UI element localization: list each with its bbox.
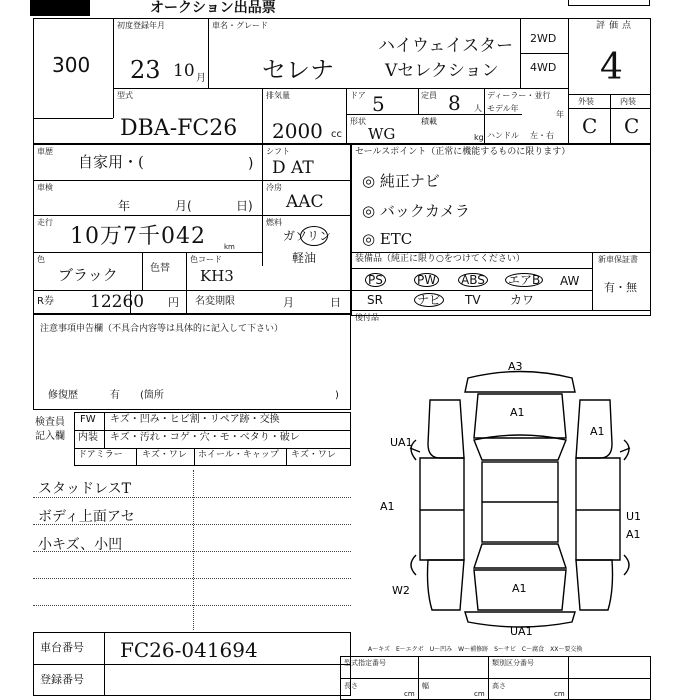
color-change-label: 色替 <box>150 263 170 274</box>
equip-aw: AW <box>560 274 580 288</box>
dims-height: 高さ <box>492 682 506 690</box>
fuel-label: 燃料 <box>266 218 282 227</box>
displacement-unit: cc <box>331 129 342 140</box>
body-value: WG <box>368 125 396 143</box>
first-reg-year: 23 <box>130 56 161 84</box>
expiry-day: 日 <box>330 296 341 309</box>
recycle-label: R券 <box>37 296 54 307</box>
displacement-value: 2000 <box>272 119 323 143</box>
remark-3: 小キズ、小凹 <box>38 537 123 553</box>
load-unit: kg <box>474 133 484 142</box>
inspector-label-2: 記入欄 <box>35 431 65 442</box>
handle-options: 左・右 <box>530 131 554 140</box>
color-label: 色 <box>37 255 45 264</box>
mark-a1-right-top: A1 <box>590 425 605 438</box>
dims-length: 長さ <box>344 682 358 690</box>
car-name-label: 車名・グレード <box>212 21 268 30</box>
doors-value: 5 <box>372 92 385 116</box>
usage-label: 車歴 <box>37 147 53 156</box>
score-exterior-value: C <box>582 114 598 138</box>
chassis-value: FC26-041694 <box>120 638 258 662</box>
capacity-label: 定員 <box>421 91 437 100</box>
inspector-wheel: ホイール・キャップ <box>198 450 279 460</box>
mileage-label: 走行 <box>37 218 53 227</box>
repair-value: 有 <box>110 390 120 401</box>
damage-legend: A〜キズ E〜エクボ U〜凹み W〜補修跡 S〜サビ C〜腐食 XX〜要交換 <box>368 646 583 653</box>
car-grade-line2: Vセレクション <box>385 61 499 81</box>
equip-ps: PS <box>365 273 386 287</box>
notes-label: 注意事項申告欄（不具合内容等は具体的に記入して下さい） <box>40 324 284 334</box>
expiry-label: 名変期限 <box>195 296 235 307</box>
mark-a1-right: A1 <box>626 528 641 541</box>
remark-1: スタッドレスT <box>38 481 131 497</box>
repair-close: ) <box>335 390 339 401</box>
handle-label: ハンドル <box>487 131 519 140</box>
mark-u1-right: U1 <box>626 510 642 523</box>
aftermarket-label: 後付品 <box>355 313 379 322</box>
drive-2wd: 2WD <box>530 32 557 45</box>
selling-point-3: ◎ ETC <box>362 230 413 248</box>
inspector-interior-items: キズ・汚れ・コゲ・穴・モ・べタり・破レ <box>110 432 300 443</box>
header-black-bar <box>30 0 90 16</box>
equip-leather: カワ <box>510 293 535 307</box>
dealer-label: ディーラー・並行 <box>487 91 551 100</box>
dims-unit-1: cm <box>404 690 415 698</box>
fuel-value: ガソリン <box>283 229 332 243</box>
dims-unit-3: cm <box>554 690 565 698</box>
body-label: 形状 <box>350 117 366 126</box>
score-label: 評価点 <box>596 21 636 31</box>
doors-label: ドア <box>350 91 366 100</box>
fuel-circle <box>300 226 328 246</box>
expiry-month: 月 <box>283 296 294 309</box>
inspector-fw-items: キズ・凹み・ヒビ割・リペア跡・交換 <box>110 414 280 425</box>
car-grade-line1: ハイウェイスター <box>378 36 514 56</box>
shaken-day: 日) <box>236 199 253 213</box>
equip-tv: TV <box>465 293 481 307</box>
usage-value: 自家用・( <box>78 153 144 171</box>
equip-abs: ABS <box>458 273 488 287</box>
aircon-value: AAC <box>286 192 324 212</box>
first-reg-month-unit: 月 <box>196 73 206 84</box>
car-damage-diagram <box>380 360 660 640</box>
mark-a1-rear: A1 <box>512 582 527 595</box>
model-label: 型式 <box>117 91 133 100</box>
repair-location: (箇所 <box>140 390 164 401</box>
dims-width: 幅 <box>422 682 429 690</box>
header-title: オークション出品票 <box>150 0 276 16</box>
aircon-label: 冷房 <box>266 183 282 192</box>
equip-airbag: エアB <box>505 273 543 287</box>
equipment-label: 装備品（純正に限り○をつけてください） <box>355 254 525 264</box>
inspector-wheel-items: キズ・ワレ <box>291 450 336 460</box>
warranty-value: 有・無 <box>604 281 637 294</box>
shift-value: D AT <box>272 158 314 178</box>
first-reg-label: 初度登録年月 <box>117 21 165 30</box>
shaken-month: 月( <box>175 199 192 213</box>
mileage-unit: km <box>224 243 235 251</box>
inspector-mirror-items: キズ・ワレ <box>142 450 187 460</box>
recycle-value: 12260 <box>90 292 145 312</box>
color-code: KH3 <box>200 267 234 285</box>
mark-w2: W2 <box>392 584 410 597</box>
car-name-value: セレナ <box>262 56 334 84</box>
recycle-unit: 円 <box>168 296 179 309</box>
dims-label-1: 型式指定番号 <box>344 659 386 667</box>
shift-label: シフト <box>266 147 290 156</box>
score-interior-label: 内装 <box>620 97 636 106</box>
mileage-value: 10万7千042 <box>70 224 206 249</box>
mark-a1-left-door: A1 <box>380 500 395 513</box>
score-exterior-label: 外装 <box>578 97 594 106</box>
drive-4wd: 4WD <box>530 61 557 74</box>
mark-a1-hood: A1 <box>510 406 525 419</box>
registration-label: 登録番号 <box>40 673 84 686</box>
capacity-value: 8 <box>448 91 461 115</box>
chassis-label: 車台番号 <box>40 641 84 654</box>
inspector-label-1: 検査員 <box>35 417 65 428</box>
dims-label-2: 類別区分番号 <box>492 659 534 667</box>
header-right-box <box>568 0 650 6</box>
color-value: ブラック <box>58 266 118 284</box>
equip-pw: PW <box>414 273 439 287</box>
inspector-fw: FW <box>80 414 96 425</box>
capacity-unit: 人 <box>474 104 482 113</box>
selling-point-2: ◎ バックカメラ <box>362 202 470 220</box>
lot-number: 300 <box>52 53 91 77</box>
model-year-label: モデル年 <box>487 104 519 113</box>
inspector-mirror: ドアミラー <box>78 450 123 460</box>
inspector-interior: 内装 <box>78 432 98 443</box>
model-value: DBA-FC26 <box>120 116 238 141</box>
warranty-label: 新車保証書 <box>598 255 638 264</box>
selling-point-1: ◎ 純正ナビ <box>362 172 440 190</box>
mark-ua1-rear: UA1 <box>510 625 533 638</box>
color-code-label: 色コード <box>190 255 222 264</box>
displacement-label: 排気量 <box>266 91 290 100</box>
equip-sr: SR <box>367 293 383 307</box>
equip-navi: ナビ <box>414 293 444 307</box>
mark-ua1-left: UA1 <box>390 436 413 449</box>
load-label: 積載 <box>421 117 437 126</box>
selling-points-label: セールスポイント（正常に機能するものに限ります） <box>355 147 571 157</box>
shaken-year: 年 <box>118 199 131 213</box>
dims-unit-2: cm <box>474 690 485 698</box>
first-reg-month: 10 <box>173 61 195 81</box>
score-interior-value: C <box>624 114 640 138</box>
score-value: 4 <box>600 47 623 88</box>
fuel-alt: 軽油 <box>292 251 317 265</box>
model-year-unit: 年 <box>556 110 564 119</box>
usage-close: ) <box>248 156 254 172</box>
remark-2: ボディ上面アセ <box>38 509 135 525</box>
mark-a3: A3 <box>508 360 523 373</box>
shaken-label: 車検 <box>37 183 53 192</box>
repair-label: 修復歴 <box>48 390 78 401</box>
